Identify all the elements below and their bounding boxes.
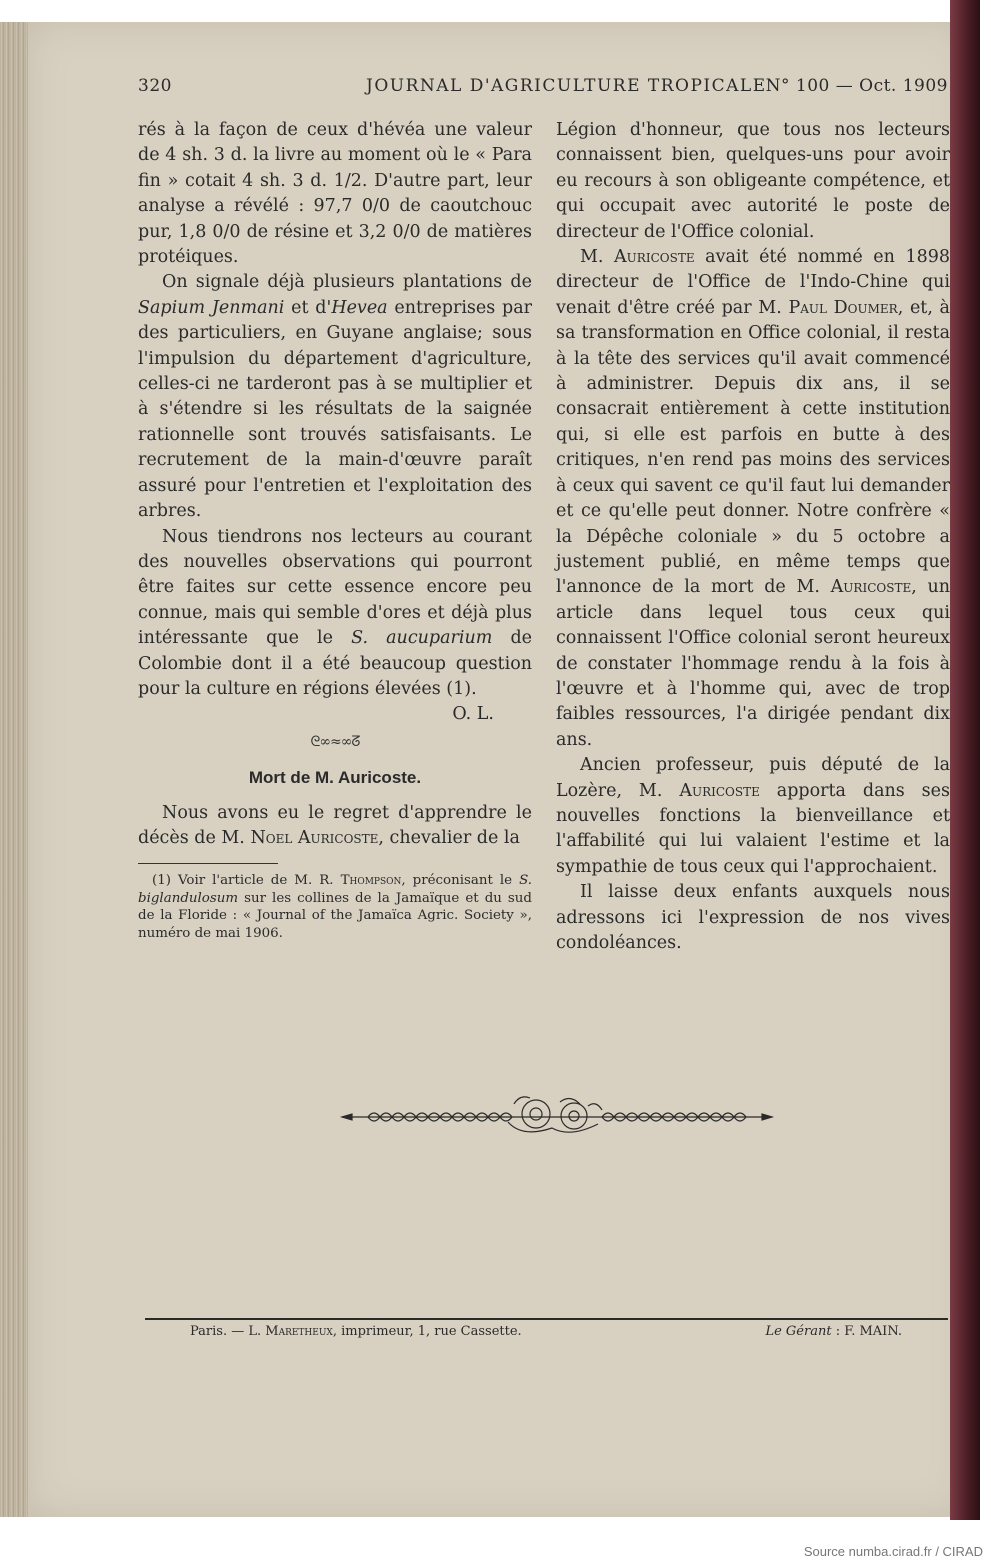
printer-name: Maretheux (265, 1324, 333, 1339)
species-name: Sapium Jenmani (138, 297, 285, 318)
text-run: Nous avons eu le regret d'apprendre le décès de M. (138, 802, 532, 848)
genus-name: Hevea (331, 297, 388, 318)
text-run: On signale déjà plusieurs plantations de (162, 272, 532, 293)
right-paragraph-1: Légion d'honneur, que tous nos lecteurs connaissent bien, quelques-uns pour avoir eu recours à son obligeante compétence, et qui occupait avec autorité le poste de directeur de l'Office colonial. (556, 120, 950, 242)
person-name: Noel Auricoste (250, 827, 379, 848)
printer-info (190, 1324, 522, 1339)
floral-ornament (338, 1092, 776, 1142)
left-paragraph-2 (138, 270, 532, 524)
text-run: , chevalier de la (378, 827, 520, 848)
imprint-rule (145, 1318, 948, 1320)
book-binding (950, 0, 980, 1520)
footnote (138, 872, 532, 942)
imprint-line (190, 1324, 902, 1344)
text-run: Ancien professeur, puis député de la Lozère, M. (556, 755, 950, 801)
right-paragraph-2 (556, 245, 950, 753)
text-run: Nous tiendrons nos lecteurs au courant des nouvelles observations qui pourront être faites sur cette essence encore peu connue, mais qui semble d'ores et déjà plus intéressante que le (138, 526, 532, 649)
right-paragraph-3 (556, 753, 950, 880)
text-run: (1) Voir l'article de M. R. (152, 873, 341, 889)
issue-info: N° 100 — Oct. 1909 (765, 76, 948, 96)
text-run: avait été nommé en 1898 directeur de l'Office de l'Indo-Chine qui venait d'être créé par M. (556, 247, 950, 318)
text-run: sur les collines de la Jamaïque et du sud de la Floride : « Journal of the Jamaïca Agric. Society », numéro de mai 1906. (138, 890, 532, 941)
left-paragraph-1: rés à la façon de ceux d'hévéa une valeur de 4 sh. 3 d. la livre au moment où le « Para fin » cotait 4 sh. 3 d. 1/2. D'autre part, leur analyse a révélé : 97,7 0/0 de caoutchouc pur, 1,8 0/0 de résine et 3,2 0/0 de matières protéiques. (138, 120, 532, 268)
species-name: S. biglandulosum (138, 873, 533, 906)
person-name: Auricoste (614, 247, 695, 268)
manager-name: : F. MAIN. (831, 1324, 902, 1339)
manager-label: Le Gérant (765, 1324, 832, 1339)
small-ornament: ᘓ∞≈∞ᘔ (310, 733, 360, 750)
person-name: Thompson (340, 873, 402, 889)
text-run: , et, à sa transformation en Office colonial, il resta à la tête des services qu'il avait commencé à administrer. Depuis dix ans, il se consacrait entièrement à cette institution qui, si elle est parfois en butte à des critiques, n'en rend pas moins des services à ceux qui savent ce qu'il faut lui demander et ce qu'elle peut donner. Notre confrère « la Dépêche coloniale » du 5 octobre a justement publié, en même temps que l'annonce de la mort de M. (556, 297, 950, 598)
text-run: de Colombie dont il a été beaucoup question pour la culture en régions élevées (1). (138, 628, 533, 699)
text-run: , un article dans lequel tous ceux qui connaissent l'Office colonial seront heureux de constater l'hommage rendu à la fois à l'œuvre et à l'homme qui, avec de trop faibles ressources, l'a dirigée pendant dix ans. (556, 577, 950, 750)
left-column (138, 118, 532, 942)
right-paragraph-4: Il laisse deux enfants auxquels nous adressons ici l'expression de nos vives condoléances. (556, 882, 950, 953)
footnote-rule (138, 863, 278, 864)
author-signature: O. L. (452, 704, 494, 725)
text-run: Paris. — L. (190, 1324, 266, 1339)
text-run: M. (580, 247, 615, 268)
right-column (556, 118, 950, 956)
text-run: apporta dans ses nouvelles fonctions la bienveillance et l'affabilité qui lui valaient l'estime et la sympathie de tous ceux qui l'approchaient. (556, 780, 950, 877)
manager-info (765, 1324, 902, 1339)
text-run: , imprimeur, 1, rue Cassette. (332, 1324, 522, 1339)
article-title: Mort de M. Auricoste. (248, 768, 422, 788)
page-number: 320 (138, 76, 172, 96)
source-credit: Source numba.cirad.fr / CIRAD (803, 1544, 983, 1559)
person-name: Auricoste (679, 780, 760, 801)
journal-title: JOURNAL D'AGRICULTURE TROPICALE (366, 76, 767, 96)
person-name: Auricoste (830, 577, 912, 598)
running-header (138, 76, 948, 100)
species-name: S. aucuparium (351, 628, 493, 649)
left-paragraph-4 (138, 801, 532, 852)
text-run: , préconisant le (401, 873, 520, 889)
text-run: entreprises par des particuliers, en Guyane anglaise; sous l'impulsion du département d'agriculture, celles-ci ne tarderont pas à se multiplier et à s'étendre si les résultats de la saignée rationnelle sont trouvés satisfaisants. Le recrutement de la main-d'œuvre paraît assuré pour l'entretien et l'exploitation des arbres. (138, 297, 532, 522)
person-name: Paul Doumer (788, 297, 898, 318)
text-run: et d' (284, 297, 332, 318)
left-paragraph-3 (138, 525, 532, 703)
